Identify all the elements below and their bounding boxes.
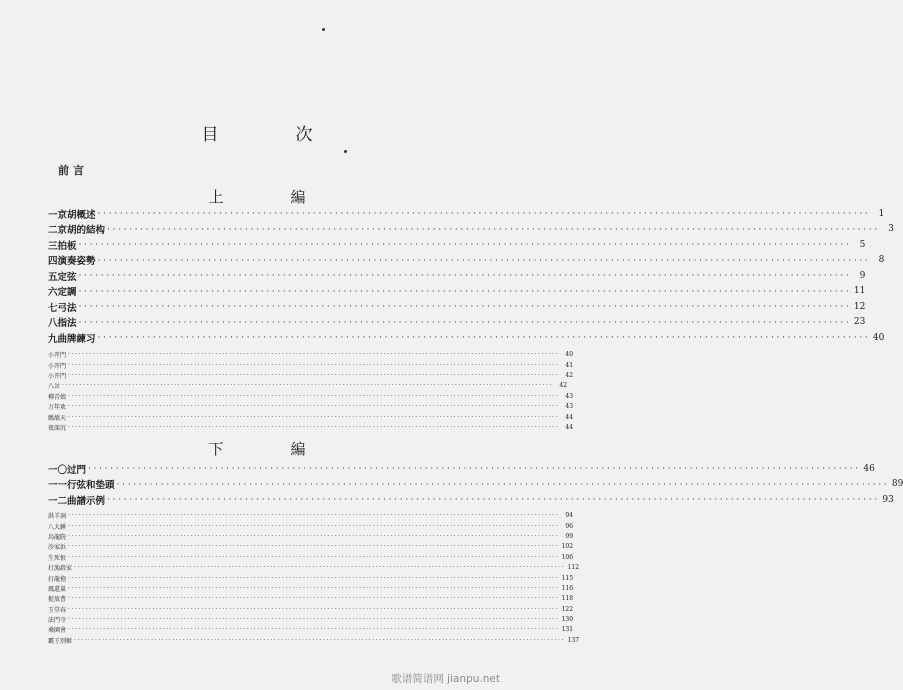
- toc-entry-label: 玉堂春: [48, 606, 67, 614]
- toc-entry-number: 七: [48, 302, 58, 314]
- section-title-lower: 下 編: [208, 440, 332, 458]
- toc-entry-page: 9: [859, 270, 866, 281]
- leader-dots: ············································································································································: [97, 208, 871, 220]
- toc-entry-page: 93: [882, 494, 894, 505]
- toc-entry-number: 九: [48, 333, 58, 345]
- leader-dots: ············································································································································: [88, 463, 861, 475]
- toc-entry-label: 生死恨: [48, 554, 67, 562]
- toc-entry-page: 122: [561, 605, 574, 613]
- leader-dots: ············································································································································: [68, 361, 560, 369]
- toc-entry: [48, 477, 903, 493]
- toc-entry-page: 115: [561, 574, 574, 582]
- toc-entry-label: 演奏姿勢: [57, 256, 96, 268]
- toc-entry: [48, 315, 866, 331]
- leader-dots: ············································································································································: [68, 371, 560, 379]
- leader-dots: ············································································································································: [68, 605, 560, 613]
- toc-subentry: [48, 412, 574, 422]
- toc-entry: [48, 492, 894, 508]
- toc-subentry: [48, 604, 574, 614]
- toc-entry-page: 89: [891, 479, 903, 490]
- leader-dots: ············································································································································: [68, 543, 560, 551]
- toc-entry-label: 八大錘: [48, 523, 67, 531]
- leader-dots: ············································································································································: [68, 522, 560, 530]
- toc-entry-page: 112: [567, 564, 580, 572]
- leader-dots: ············································································································································: [78, 285, 852, 297]
- toc-subentry: [48, 542, 574, 552]
- page-title: 目 次: [201, 125, 343, 145]
- toc-upper: [48, 206, 894, 433]
- toc-entry-page: 42: [565, 371, 574, 379]
- toc-entry: [48, 222, 894, 238]
- ink-speck: [322, 28, 325, 31]
- toc-entry-page: 96: [565, 522, 574, 530]
- leader-dots: ············································································································································: [97, 254, 871, 266]
- toc-entry-page: 43: [565, 392, 574, 400]
- toc-subentry: [48, 614, 574, 625]
- toc-entry-page: 106: [561, 553, 574, 561]
- toc-entry-page: 8: [878, 255, 885, 266]
- leader-dots: ············································································································································: [78, 270, 852, 282]
- toc-entry-label: 烏龍院: [48, 533, 67, 541]
- preface-heading: 前言: [58, 164, 88, 177]
- toc-entry-label: 桑園會: [48, 627, 67, 635]
- toc-subentry: [48, 360, 574, 370]
- toc-entry-number: 一: [48, 209, 58, 221]
- leader-dots: ············································································································································: [78, 301, 852, 313]
- toc-entry-page: 102: [561, 543, 574, 551]
- watermark: 歌谱简谱网 jianpu.net: [391, 673, 500, 685]
- toc-entry-page: 44: [565, 413, 574, 421]
- leader-dots: ············································································································································: [74, 564, 566, 572]
- toc-subentry: [48, 381, 568, 391]
- leader-dots: ············································································································································: [68, 392, 560, 400]
- toc-subentry: [48, 552, 574, 562]
- toc-entry-label: 万年欢: [48, 404, 67, 412]
- ink-speck: [344, 150, 347, 153]
- leader-dots: ············································································································································: [116, 478, 890, 490]
- toc-entry-page: 40: [565, 351, 574, 359]
- toc-entry-page: 23: [853, 317, 866, 328]
- toc-entry: [48, 284, 866, 300]
- toc-entry-label: 打漁殺家: [48, 565, 73, 573]
- toc-subentry: [48, 521, 574, 531]
- leader-dots: ············································································································································: [68, 423, 560, 431]
- leader-dots: ············································································································································: [78, 316, 852, 328]
- toc-entry-label: 霸王別姬: [48, 637, 73, 645]
- leader-dots: ············································································································································: [68, 595, 560, 603]
- toc-entry-page: 42: [559, 382, 568, 390]
- toc-entry-page: 131: [561, 626, 574, 634]
- toc-entry-number: 四: [48, 256, 58, 268]
- leader-dots: ············································································································································: [68, 626, 560, 634]
- toc-entry-number: 一〇: [48, 464, 68, 476]
- toc-entry-page: 43: [565, 403, 574, 411]
- toc-entry-page: 11: [853, 286, 866, 297]
- toc-entry-label: 打龍袍: [48, 575, 67, 583]
- toc-entry-label: 夜深沉: [48, 424, 67, 432]
- leader-dots: ············································································································································: [68, 351, 560, 359]
- leader-dots: ············································································································································: [68, 584, 560, 592]
- leader-dots: ············································································································································: [107, 223, 880, 235]
- toc-entry-page: 94: [565, 512, 574, 520]
- leader-dots: ············································································································································: [68, 512, 560, 520]
- toc-entry-page: 130: [561, 616, 574, 624]
- toc-entry-page: 137: [567, 636, 580, 644]
- leader-dots: ············································································································································: [68, 532, 560, 540]
- leader-dots: ············································································································································: [74, 636, 566, 644]
- toc-entry-page: 46: [863, 463, 875, 474]
- toc-entry: [48, 237, 866, 253]
- toc-entry-label: 鳳還巢: [48, 585, 67, 593]
- toc-subentry: [48, 422, 574, 432]
- toc-entry-label: 小开門: [48, 362, 67, 370]
- toc-entry: [48, 206, 885, 222]
- toc-subentry: [48, 511, 574, 521]
- leader-dots: ············································································································································: [62, 382, 554, 390]
- leader-dots: ············································································································································: [68, 403, 560, 411]
- toc-entry-label: 定調: [57, 287, 77, 299]
- toc-entry-page: 40: [872, 332, 885, 343]
- toc-entry-label: 定弦: [57, 271, 77, 283]
- toc-entry-page: 1: [878, 208, 885, 219]
- toc-subentry: [48, 401, 574, 412]
- toc-entry-page: 116: [561, 584, 574, 592]
- toc-entry: [48, 330, 885, 346]
- toc-entry-label: 柳青娘: [48, 393, 67, 401]
- toc-entry-number: 八: [48, 318, 58, 330]
- leader-dots: ············································································································································: [97, 332, 871, 344]
- toc-entry-number: 一一: [48, 480, 68, 492]
- leader-dots: ············································································································································: [68, 616, 560, 624]
- toc-entry-label: 沙家浜: [48, 544, 67, 552]
- toc-entry-label: 曲牌練习: [57, 333, 96, 345]
- toc-entry-label: 京胡的結构: [57, 225, 106, 237]
- toc-entry-number: 五: [48, 271, 58, 283]
- leader-dots: ············································································································································: [68, 553, 560, 561]
- toc-entry-page: 5: [859, 239, 866, 250]
- toc-entry-number: 三: [48, 240, 58, 252]
- toc-entry-page: 12: [853, 301, 866, 312]
- leader-dots: ············································································································································: [107, 494, 880, 506]
- toc-subentry: [48, 594, 574, 604]
- toc-subentry: [48, 531, 574, 541]
- toc-entry-label: 法門寺: [48, 617, 67, 625]
- toc-subentry: [48, 562, 580, 573]
- toc-entry-label: 洪羊洞: [48, 513, 67, 521]
- toc-entry-label: 八岔: [48, 383, 61, 391]
- toc-entry-label: 过門: [67, 464, 87, 476]
- toc-entry-number: 二: [48, 225, 58, 237]
- toc-entry-page: 41: [565, 361, 574, 369]
- toc-subentry: [48, 573, 574, 583]
- section-title-upper: 上 編: [208, 188, 332, 206]
- toc-entry: [48, 461, 875, 477]
- toc-subentry: [48, 350, 574, 360]
- toc-entry-page: 118: [561, 595, 574, 603]
- toc-entry-page: 99: [565, 532, 574, 540]
- toc-lower: [48, 461, 903, 646]
- toc-subentry: [48, 635, 580, 645]
- toc-entry-label: 曲譜示例: [67, 495, 106, 507]
- toc-entry-label: 行弦和垫頭: [67, 480, 115, 492]
- toc-entry-label: 弓法: [57, 302, 77, 314]
- toc-entry: [48, 268, 866, 284]
- toc-subentry: [48, 370, 574, 380]
- toc-entry: [48, 253, 885, 269]
- toc-entry-label: 捉放曹: [48, 596, 67, 604]
- toc-subentry: [48, 583, 574, 593]
- toc-entry-label: 拍板: [57, 240, 77, 252]
- toc-entry-label: 小开門: [48, 372, 67, 380]
- leader-dots: ············································································································································: [68, 413, 560, 421]
- toc-entry-number: 一二: [48, 495, 68, 507]
- toc-entry: [48, 299, 866, 315]
- toc-entry-label: 京胡概述: [57, 209, 96, 221]
- toc-entry-number: 六: [48, 287, 58, 299]
- toc-entry-page: 44: [565, 423, 574, 431]
- toc-entry-page: 3: [888, 224, 894, 235]
- leader-dots: ············································································································································: [78, 239, 852, 251]
- toc-entry-label: 鷓鴣天: [48, 414, 67, 422]
- toc-subentry: [48, 625, 574, 635]
- toc-entry-label: 指法: [57, 318, 77, 330]
- leader-dots: ············································································································································: [68, 574, 560, 582]
- toc-subentry: [48, 391, 574, 401]
- toc-entry-label: 小开門: [48, 352, 67, 360]
